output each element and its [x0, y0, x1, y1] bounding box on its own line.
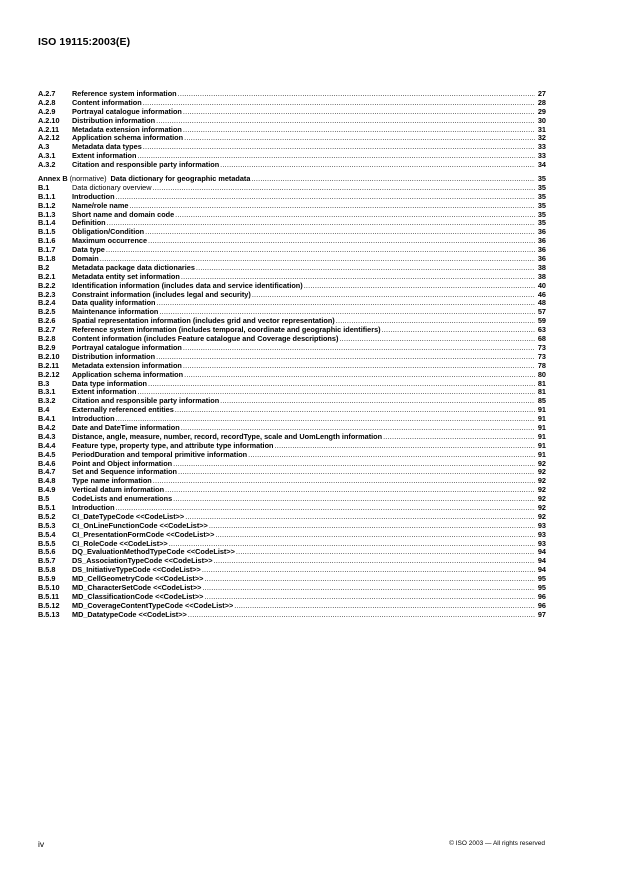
toc-entry-number: B.2.5	[38, 307, 56, 317]
toc-entry-title: Maintenance information	[72, 307, 159, 317]
toc-entry-page: 36	[537, 254, 546, 264]
toc-entry-number: B.5.12	[38, 600, 60, 610]
toc-entry-page: 81	[537, 387, 546, 397]
leader-dots	[202, 566, 535, 575]
toc-entry-page: 81	[537, 378, 546, 388]
toc-entry-page: 94	[537, 556, 546, 566]
leader-dots	[175, 406, 535, 415]
toc-entry-page: 92	[537, 476, 546, 486]
leader-dots	[183, 108, 535, 117]
leader-dots	[339, 335, 535, 344]
toc-entry-number: B.5.9	[38, 574, 56, 584]
toc-entry-title: MD_CharacterSetCode <<CodeList>>	[72, 582, 202, 592]
toc-entry-page: 34	[537, 160, 546, 170]
toc-entry-page: 30	[537, 115, 546, 125]
toc-entry-title: Metadata entity set information	[72, 271, 180, 281]
toc-entry-page: 29	[537, 106, 546, 116]
leader-dots	[220, 161, 535, 170]
toc-entry-title: Data type information	[72, 378, 148, 388]
toc-entry-number: B.2	[38, 262, 50, 272]
toc-entry-page: 91	[537, 449, 546, 459]
toc-entry-number: B.4.7	[38, 467, 56, 477]
leader-dots	[236, 548, 535, 557]
toc-entry-page: 93	[537, 529, 546, 539]
toc-entry-number: B.5.1	[38, 502, 56, 512]
toc-entry-page: 80	[537, 369, 546, 379]
toc-entry-page: 73	[537, 342, 546, 352]
toc-entry-number: A.3.1	[38, 151, 56, 161]
table-of-contents	[38, 90, 546, 620]
toc-entry-title: PeriodDuration and temporal primitive information	[72, 449, 248, 459]
toc-entry-page: 73	[537, 351, 546, 361]
toc-entry-title: Externally referenced entities	[72, 405, 174, 415]
toc-entry-title: Extent information	[72, 387, 137, 397]
toc-entry-title: Introduction	[72, 502, 115, 512]
toc-entry-title: Spatial representation information (includes grid and vector representation)	[72, 316, 335, 326]
toc-entry-number: B.5.3	[38, 520, 56, 530]
toc-entry-title: DS_InitiativeTypeCode <<CodeList>>	[72, 565, 201, 575]
toc-entry-page: 92	[537, 485, 546, 495]
leader-dots	[214, 557, 535, 566]
toc-entry-number: A.2.11	[38, 124, 60, 134]
toc-entry-title: DS_AssociationTypeCode <<CodeList>>	[72, 556, 213, 566]
toc-entry-page: 94	[537, 565, 546, 575]
toc-entry-title: Constraint information (includes legal and security)	[72, 289, 251, 299]
leader-dots	[129, 202, 535, 211]
toc-entry-number: B.2.4	[38, 298, 56, 308]
leader-dots	[184, 134, 535, 143]
toc-entry-number: B.2.9	[38, 342, 56, 352]
toc-entry-page: 32	[537, 133, 546, 143]
toc-entry-title: CodeLists and enumerations	[72, 494, 173, 504]
toc-entry-number: A.2.10	[38, 115, 60, 125]
toc-entry-page: 95	[537, 574, 546, 584]
toc-entry-title: Application schema information	[72, 133, 184, 143]
toc-entry-title: Metadata data types	[72, 142, 142, 152]
leader-dots	[183, 362, 535, 371]
toc-entry-title: Distance, angle, measure, number, record, recordType, scale and UomLength information	[72, 431, 383, 441]
annex-title: Data dictionary for geographic metadata	[110, 174, 251, 184]
toc-entry-title: CI_PresentationFormCode <<CodeList>>	[72, 529, 215, 539]
leader-dots	[148, 380, 535, 389]
toc-entry-page: 96	[537, 600, 546, 610]
toc-entry-number: B.5.4	[38, 529, 56, 539]
toc-entry-page: 97	[537, 609, 546, 619]
toc-entry-page: 36	[537, 245, 546, 255]
toc-entry-number: B.2.2	[38, 280, 56, 290]
toc-entry-page: 36	[537, 227, 546, 237]
toc-annex-b-section	[38, 184, 546, 620]
toc-entry-number: B.2.8	[38, 334, 56, 344]
leader-dots	[204, 593, 535, 602]
toc-entry-number: B.5.7	[38, 556, 56, 566]
toc-entry-number: B.4.1	[38, 414, 56, 424]
toc-entry-page: 91	[537, 405, 546, 415]
toc-entry-number: B.2.7	[38, 325, 56, 335]
toc-entry[interactable]	[38, 211, 546, 220]
toc-entry-page: 35	[537, 209, 546, 219]
toc-entry-title: Citation and responsible party information	[72, 396, 220, 406]
toc-entry-number: A.2.8	[38, 97, 56, 107]
toc-entry-title: Metadata package data dictionaries	[72, 262, 195, 272]
leader-dots	[175, 211, 535, 220]
toc-entry-title: Point and Object information	[72, 458, 173, 468]
toc-entry-number: B.2.10	[38, 351, 60, 361]
leader-dots	[143, 99, 535, 108]
leader-dots	[178, 90, 535, 99]
toc-entry-title: Distribution information	[72, 115, 156, 125]
toc-entry-title: Set and Sequence information	[72, 467, 178, 477]
leader-dots	[173, 495, 535, 504]
leader-dots	[106, 246, 535, 255]
toc-entry-number: B.5.2	[38, 511, 56, 521]
toc-entry-number: B.4.6	[38, 458, 56, 468]
toc-entry-title: Metadata extension information	[72, 360, 182, 370]
leader-dots	[188, 611, 535, 620]
toc-entry-number: B.1.8	[38, 254, 56, 264]
toc-entry-title: Citation and responsible party information	[72, 160, 220, 170]
leader-dots	[165, 486, 535, 495]
toc-entry-title: Distribution information	[72, 351, 156, 361]
toc-entry-number: B.1.5	[38, 227, 56, 237]
leader-dots	[234, 602, 535, 611]
toc-entry-number: B.4.8	[38, 476, 56, 486]
leader-dots	[196, 264, 535, 273]
toc-entry-page: 40	[537, 280, 546, 290]
toc-entry-number: B.2.12	[38, 369, 60, 379]
annex-kind: (normative)	[69, 174, 107, 184]
toc-entry[interactable]	[38, 611, 546, 620]
leader-dots	[251, 175, 535, 184]
toc-entry-number: B.2.11	[38, 360, 60, 370]
toc-entry-number: B.3.2	[38, 396, 56, 406]
toc-entry-title: Date and DateTime information	[72, 422, 180, 432]
toc-entry-title: Extent information	[72, 151, 137, 161]
toc-entry-title: Short name and domain code	[72, 209, 175, 219]
leader-dots	[145, 228, 535, 237]
toc-entry-number: B.2.6	[38, 316, 56, 326]
leader-dots	[215, 531, 535, 540]
toc-entry-number: B.5.10	[38, 582, 60, 592]
toc-entry-number: B.3	[38, 378, 50, 388]
toc-entry-page: 38	[537, 271, 546, 281]
toc-entry-number: B.4	[38, 405, 50, 415]
toc-entry-page: 92	[537, 502, 546, 512]
toc-entry-page: 35	[537, 200, 546, 210]
toc-entry-page: 59	[537, 316, 546, 326]
toc-entry-page: 38	[537, 262, 546, 272]
toc-entry-page: 92	[537, 511, 546, 521]
toc-entry[interactable]	[38, 161, 546, 170]
leader-dots	[184, 371, 535, 380]
leader-dots	[183, 344, 535, 353]
toc-entry-number: B.4.2	[38, 422, 56, 432]
toc-entry-title: Metadata extension information	[72, 124, 182, 134]
toc-entry-number: A.2.12	[38, 133, 60, 143]
toc-entry-title: Reference system information (includes temporal, coordinate and geographic identifiers)	[72, 325, 381, 335]
toc-entry-number: B.4.3	[38, 431, 56, 441]
toc-annex-a-section	[38, 90, 546, 170]
toc-entry-number: A.2.9	[38, 106, 56, 116]
leader-dots	[248, 451, 535, 460]
toc-entry-number: B.1.1	[38, 191, 56, 201]
leader-dots	[157, 299, 535, 308]
leader-dots	[107, 219, 535, 228]
leader-dots	[153, 184, 536, 193]
toc-entry-page: 92	[537, 494, 546, 504]
toc-entry-number: A.3	[38, 142, 50, 152]
toc-entry-page: 28	[537, 97, 546, 107]
toc-entry-title: MD_DatatypeCode <<CodeList>>	[72, 609, 187, 619]
toc-entry-page: 91	[537, 440, 546, 450]
leader-dots	[183, 126, 535, 135]
toc-entry-title: Obligation/Condition	[72, 227, 145, 237]
toc-entry-title: CI_DateTypeCode <<CodeList>>	[72, 511, 185, 521]
toc-entry-title: Portrayal catalogue information	[72, 106, 182, 116]
toc-entry-number: B.5	[38, 494, 50, 504]
toc-entry-page: 92	[537, 467, 546, 477]
toc-entry-title: CI_RoleCode <<CodeList>>	[72, 538, 168, 548]
toc-entry-number: A.2.7	[38, 89, 56, 98]
toc-entry[interactable]	[38, 246, 546, 255]
toc-entry-number: B.2.1	[38, 271, 56, 281]
leader-dots	[204, 575, 535, 584]
toc-entry-number: B.5.6	[38, 547, 56, 557]
leader-dots	[275, 442, 535, 451]
toc-entry-page: 57	[537, 307, 546, 317]
toc-entry-title: Type name information	[72, 476, 152, 486]
toc-entry-number: B.1.3	[38, 209, 56, 219]
toc-entry-title: Data dictionary overview	[72, 182, 152, 192]
toc-entry-number: B.1.6	[38, 236, 56, 246]
toc-entry-number: B.1	[38, 182, 50, 192]
toc-entry-number: B.5.8	[38, 565, 56, 575]
leader-dots	[148, 237, 535, 246]
toc-entry-number: B.3.1	[38, 387, 56, 397]
toc-entry-page: 91	[537, 414, 546, 424]
toc-entry-title: Domain	[72, 254, 99, 264]
leader-dots	[220, 397, 535, 406]
toc-entry-number: B.4.9	[38, 485, 56, 495]
toc-entry-title: Data quality information	[72, 298, 156, 308]
toc-entry-page: 95	[537, 582, 546, 592]
toc-entry-title: Content information (includes Feature catalogue and Coverage descriptions)	[72, 334, 339, 344]
toc-entry-title: Reference system information	[72, 89, 177, 98]
toc-entry-page: 91	[537, 422, 546, 432]
toc-entry-title: MD_CoverageContentTypeCode <<CodeList>>	[72, 600, 234, 610]
toc-entry-title: Application schema information	[72, 369, 184, 379]
toc-entry-page: 46	[537, 289, 546, 299]
leader-dots	[304, 282, 535, 291]
toc-entry-number: B.2.3	[38, 289, 56, 299]
leader-dots	[383, 433, 535, 442]
toc-entry-page: 68	[537, 334, 546, 344]
leader-dots	[173, 460, 535, 469]
toc-entry-page: 33	[537, 151, 546, 161]
toc-entry-page: 78	[537, 360, 546, 370]
toc-entry-page: 35	[537, 218, 546, 228]
toc-entry-page: 92	[537, 458, 546, 468]
toc-entry-title: DQ_EvaluationMethodTypeCode <<CodeList>>	[72, 547, 235, 557]
toc-entry-title: Introduction	[72, 414, 115, 424]
leader-dots	[153, 477, 535, 486]
toc-entry-page: 91	[537, 431, 546, 441]
leader-dots	[185, 513, 535, 522]
toc-entry-page: 85	[537, 396, 546, 406]
toc-entry-title: Portrayal catalogue information	[72, 342, 182, 352]
toc-entry-page: 33	[537, 142, 546, 152]
toc-entry-page: 36	[537, 236, 546, 246]
toc-entry-title: Definition	[72, 218, 106, 228]
toc-entry-number: B.4.5	[38, 449, 56, 459]
leader-dots	[178, 468, 535, 477]
annex-label: Annex B	[38, 174, 68, 184]
toc-entry-title: Introduction	[72, 191, 115, 201]
toc-entry-number: B.1.7	[38, 245, 56, 255]
footer-page-number: iv	[38, 839, 45, 849]
toc-entry-number: B.5.11	[38, 591, 60, 601]
leader-dots	[156, 353, 535, 362]
toc-entry-title: Data type	[72, 245, 105, 255]
leader-dots	[143, 143, 535, 152]
toc-entry-title: Vertical datum information	[72, 485, 165, 495]
document-header-title: ISO 19115:2003(E)	[38, 36, 131, 48]
toc-entry-page: 93	[537, 538, 546, 548]
toc-entry-title: CI_OnLineFunctionCode <<CodeList>>	[72, 520, 208, 530]
toc-entry-number: B.5.13	[38, 609, 60, 619]
footer-copyright: © ISO 2003 — All rights reserved	[449, 840, 545, 847]
toc-entry-page: 96	[537, 591, 546, 601]
leader-dots	[116, 193, 535, 202]
toc-entry-title: Content information	[72, 97, 142, 107]
toc-entry-page: 63	[537, 325, 546, 335]
toc-entry-page: 35	[537, 191, 546, 201]
toc-entry-title: Name/role name	[72, 200, 129, 210]
toc-entry-title: MD_CellGeometryCode <<CodeList>>	[72, 574, 204, 584]
toc-entry-number: B.4.4	[38, 440, 56, 450]
toc-entry[interactable]	[38, 237, 546, 246]
toc-entry-number: B.1.4	[38, 218, 56, 228]
leader-dots	[202, 584, 535, 593]
toc-entry-title: Feature type, property type, and attribute type information	[72, 440, 274, 450]
toc-entry-title: Identification information (includes data and service identification)	[72, 280, 303, 290]
leader-dots	[252, 291, 535, 300]
toc-entry-number: B.1.2	[38, 200, 56, 210]
leader-dots	[156, 117, 535, 126]
leader-dots	[209, 522, 535, 531]
toc-entry-number: B.5.5	[38, 538, 56, 548]
toc-entry-page: 48	[537, 298, 546, 308]
toc-entry-number: A.3.2	[38, 160, 56, 170]
annex-page: 35	[537, 174, 546, 184]
toc-entry-page: 35	[537, 182, 546, 192]
toc-entry-page: 31	[537, 124, 546, 134]
toc-entry-title: MD_ClassificationCode <<CodeList>>	[72, 591, 204, 601]
toc-entry-page: 94	[537, 547, 546, 557]
leader-dots	[382, 326, 535, 335]
toc-entry-page: 93	[537, 520, 546, 530]
toc-entry-page: 27	[537, 89, 546, 98]
toc-entry-title: Maximum occurrence	[72, 236, 148, 246]
